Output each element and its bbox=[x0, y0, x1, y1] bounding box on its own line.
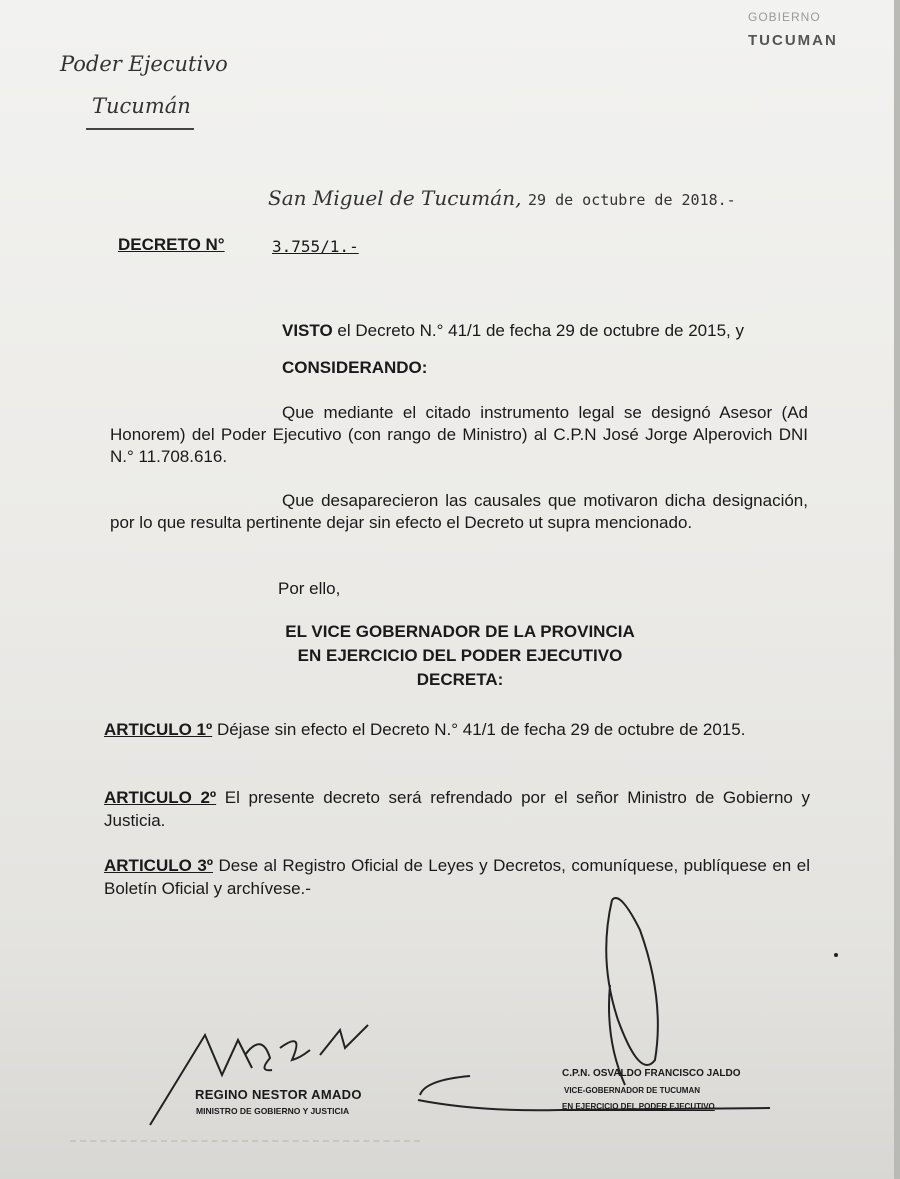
article-2-label: ARTICULO 2º bbox=[104, 788, 217, 807]
right-signer-title-1: VICE-GOBERNADOR DE TUCUMAN bbox=[564, 1086, 700, 1095]
province-stamp: TUCUMAN bbox=[748, 32, 838, 49]
right-signature-mark bbox=[606, 898, 658, 1085]
visto-label: VISTO bbox=[282, 321, 333, 340]
title-line-2: EN EJERCICIO DEL PODER EJECUTIVO bbox=[297, 646, 623, 665]
title-line-3: DECRETA: bbox=[416, 670, 504, 689]
title-line-1: EL VICE GOBERNADOR DE LA PROVINCIA bbox=[285, 622, 635, 641]
article-3-text: Dese al Registro Oficial de Leyes y Decretos, comuníquese, publíquese en el Boletín Oficial y archívese.- bbox=[104, 856, 810, 898]
considerando-heading: CONSIDERANDO: bbox=[282, 358, 428, 377]
por-ello: Por ello, bbox=[278, 579, 341, 598]
decree-number: 3.755/1.- bbox=[272, 237, 359, 256]
article-3-label: ARTICULO 3º bbox=[104, 856, 213, 875]
letterhead-line2: Tucumán bbox=[92, 94, 191, 118]
left-signer-name: REGINO NESTOR AMADO bbox=[195, 1087, 362, 1102]
decree-label: DECRETO N° bbox=[118, 235, 225, 254]
date-city: San Miguel de Tucumán, bbox=[268, 186, 522, 210]
left-signer-title: MINISTRO DE GOBIERNO Y JUSTICIA bbox=[196, 1106, 350, 1116]
date-text: 29 de octubre de 2018.- bbox=[528, 191, 736, 209]
paragraph-2: Que desaparecieron las causales que motivaron dicha designación, por lo que resulta pertinente dejar sin efecto el Decreto ut supra mencionado. bbox=[110, 491, 808, 532]
paragraph-1: Que mediante el citado instrumento legal se designó Asesor (Ad Honorem) del Poder Ejecutivo (con rango de Ministro) al C.P.N José Jorge Alperovich DNI N.° 11.708.616. bbox=[110, 403, 808, 466]
visto-text: el Decreto N.° 41/1 de fecha 29 de octubre de 2015, y bbox=[332, 321, 744, 340]
bottom-stamp bbox=[70, 1140, 420, 1172]
article-1-text: Déjase sin efecto el Decreto N.° 41/1 de fecha 29 de octubre de 2015. bbox=[212, 720, 746, 739]
right-signer-name: C.P.N. OSVALDO FRANCISCO JALDO bbox=[562, 1068, 741, 1079]
letterhead-line1: Poder Ejecutivo bbox=[60, 52, 228, 76]
seal-text: GOBIERNO bbox=[748, 10, 821, 24]
article-1-label: ARTICULO 1º bbox=[104, 720, 213, 739]
right-signer-title-2: EN EJERCICIO DEL PODER EJECUTIVO bbox=[562, 1102, 715, 1111]
article-2-text: El presente decreto será refrendado por el señor Ministro de Gobierno y Justicia. bbox=[104, 788, 810, 830]
